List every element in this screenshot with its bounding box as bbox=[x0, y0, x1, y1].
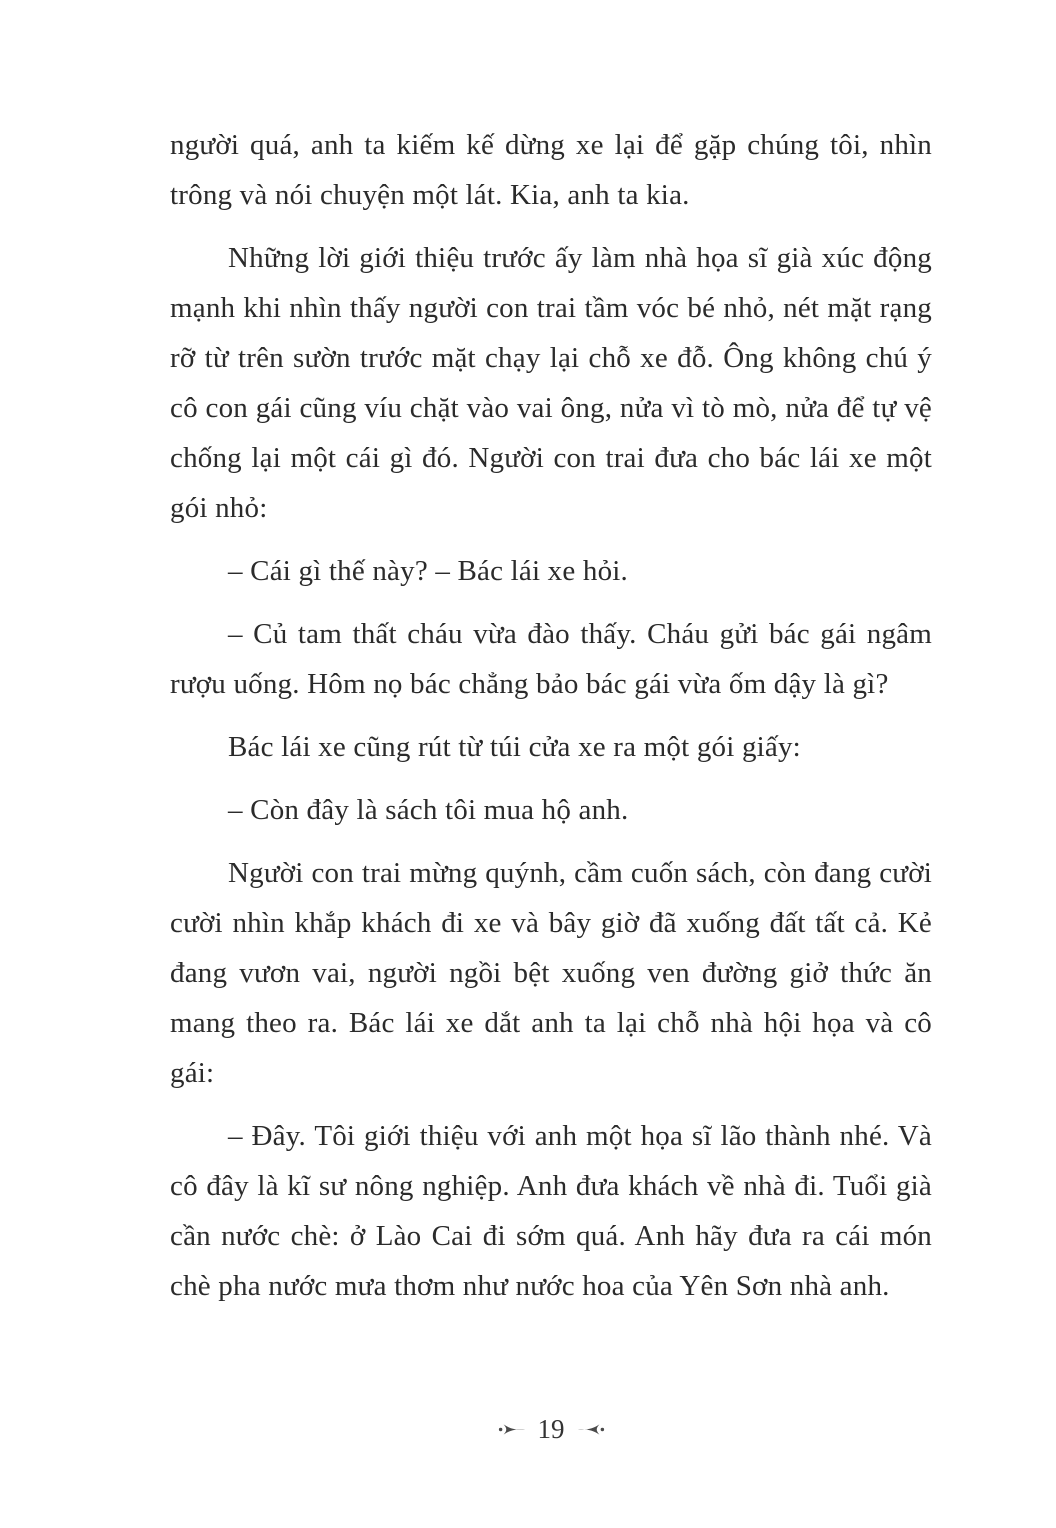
dialogue-paragraph: – Còn đây là sách tôi mua hộ anh. bbox=[228, 794, 629, 826]
body-paragraph: Những lời giới thiệu trước ấy làm nhà họa sĩ già xúc động mạnh khi nhìn thấy người con trai tầm vóc bé nhỏ, nét mặt rạng rỡ từ trên sườn trước mặt chạy lại chỗ xe đỗ. Ông không chú ý cô con gái cũng víu chặt vào vai ông, nửa vì tò mò, nửa để tự vệ chống lại một cái gì đó. Người con trai đưa cho bác lái xe một gói nhỏ: bbox=[170, 242, 932, 524]
page-footer bbox=[170, 1416, 932, 1443]
page-number: 19 bbox=[537, 1414, 565, 1444]
page-text-block bbox=[170, 120, 932, 1311]
floral-ornament-right-icon bbox=[577, 1421, 606, 1438]
floral-ornament-left-icon bbox=[497, 1421, 526, 1438]
body-paragraph: Người con trai mừng quýnh, cầm cuốn sách, còn đang cười cười nhìn khắp khách đi xe và bây giờ đã xuống đất tất cả. Kẻ đang vươn vai, người ngồi bệt xuống ven đường giở thức ăn mang theo ra. Bác lái xe dắt anh ta lại chỗ nhà hội họa và cô gái: bbox=[170, 857, 932, 1089]
dialogue-paragraph: – Cái gì thế này? – Bác lái xe hỏi. bbox=[228, 555, 629, 587]
dialogue-paragraph: – Đây. Tôi giới thiệu với anh một họa sĩ lão thành nhé. Và cô đây là kĩ sư nông nghiệp. Anh đưa khách về nhà đi. Tuổi già cần nước chè: ở Lào Cai đi sớm quá. Anh hãy đưa ra cái món chè pha nước mưa thơm như nước hoa của Yên Sơn nhà anh. bbox=[170, 1120, 932, 1302]
dialogue-paragraph: – Củ tam thất cháu vừa đào thấy. Cháu gửi bác gái ngâm rượu uống. Hôm nọ bác chẳng bảo bác gái vừa ốm dậy là gì? bbox=[170, 618, 932, 700]
body-paragraph: Bác lái xe cũng rút từ túi cửa xe ra một gói giấy: bbox=[228, 731, 801, 763]
body-paragraph: người quá, anh ta kiếm kế dừng xe lại để gặp chúng tôi, nhìn trông và nói chuyện một lát. Kia, anh ta kia. bbox=[170, 129, 932, 211]
